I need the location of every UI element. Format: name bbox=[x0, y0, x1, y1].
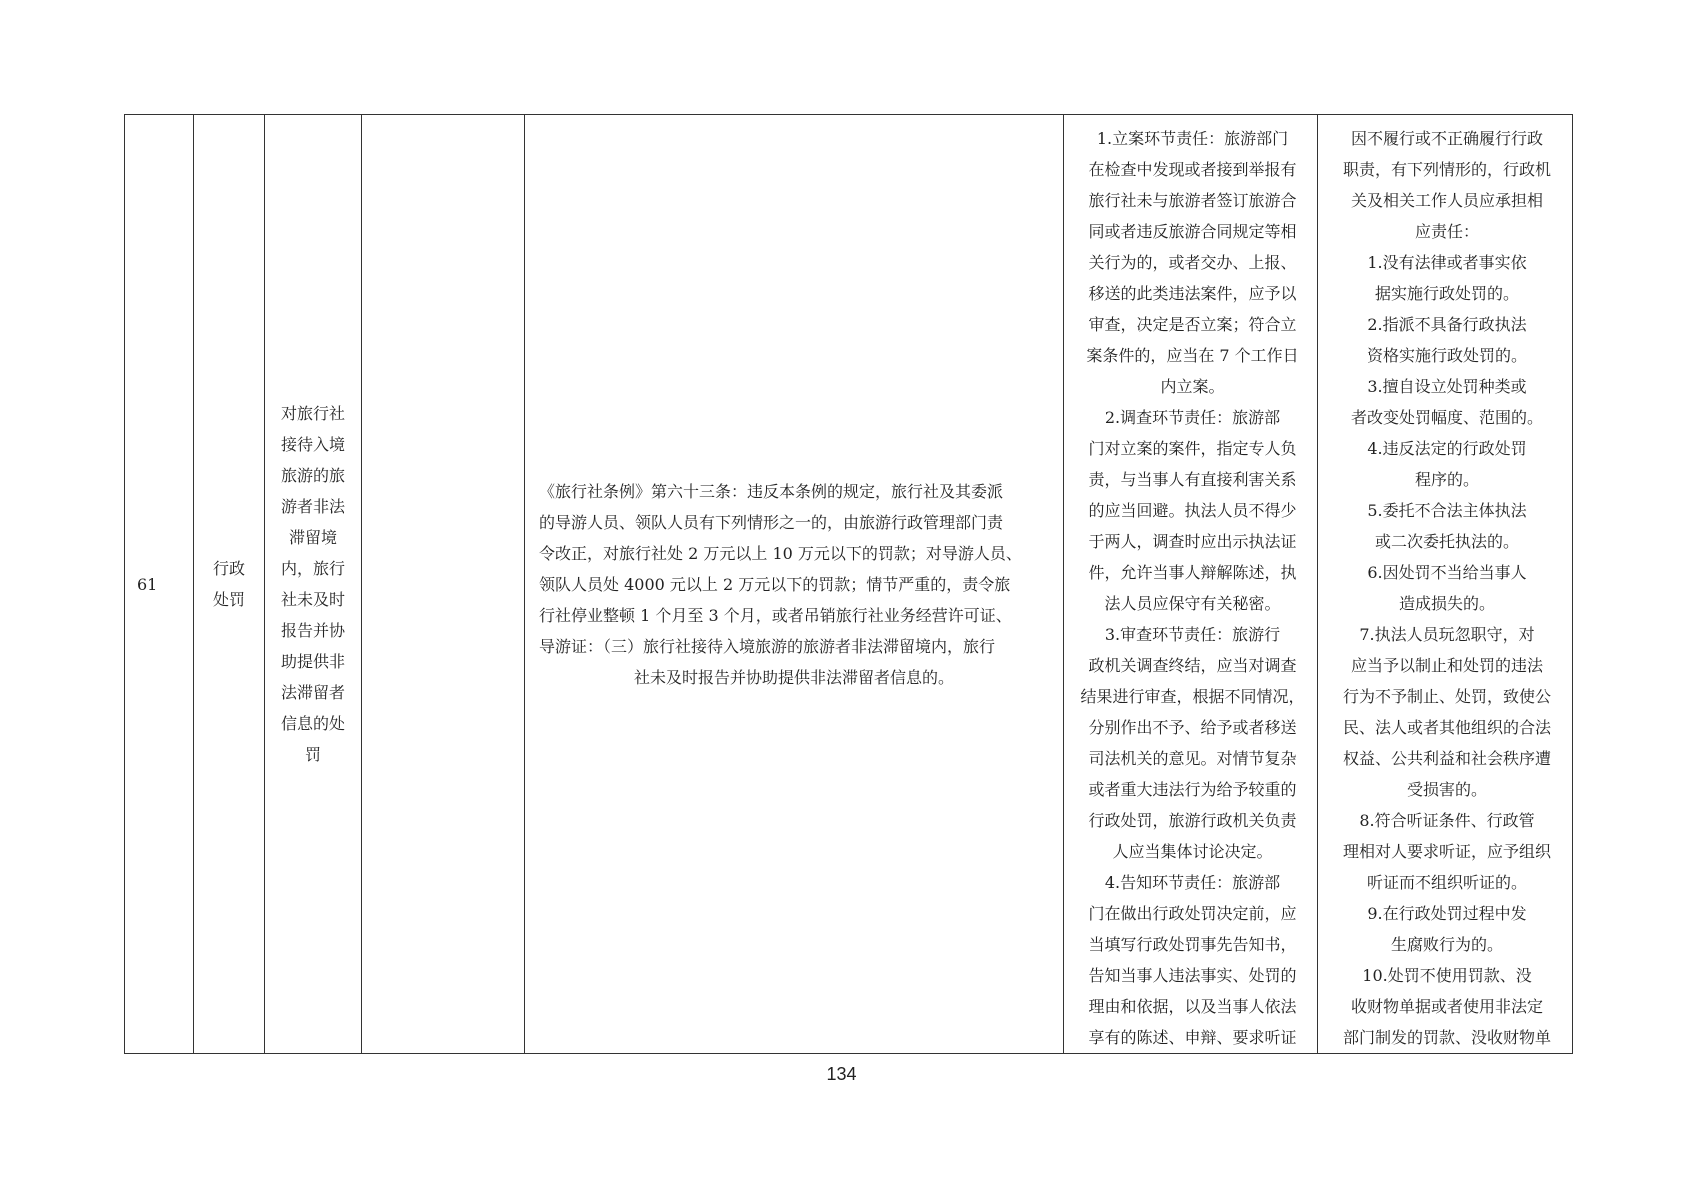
accountability-line: 理相对人要求听证，应予组织 bbox=[1342, 842, 1551, 861]
empty-cell bbox=[362, 115, 525, 1054]
page-number: 134 bbox=[826, 1064, 857, 1084]
duty-line: 法人员应保守有关秘密。 bbox=[1104, 594, 1281, 613]
item-name-line: 旅游的旅 bbox=[280, 466, 345, 485]
item-name-line: 报告并协 bbox=[280, 621, 345, 640]
item-name-line: 助提供非 bbox=[280, 652, 345, 671]
item-name-line: 滞留境 bbox=[288, 528, 337, 547]
duty-line: 在检查中发现或者接到举报有 bbox=[1088, 160, 1297, 179]
accountability-line: 应责任： bbox=[1414, 222, 1479, 241]
duty-line: 告知当事人违法事实、处罚的 bbox=[1088, 966, 1297, 985]
legal-basis-line: 令改正，对旅行社处 2 万元以上 10 万元以下的罚款；对导游人员、 bbox=[539, 543, 1022, 563]
duty-line: 行政处罚，旅游行政机关负责 bbox=[1088, 811, 1297, 830]
accountability-line: 6.因处罚不当给当事人 bbox=[1367, 563, 1527, 582]
duty-line: 4.告知环节责任：旅游部 bbox=[1104, 873, 1281, 892]
accountability-line: 受损害的。 bbox=[1406, 780, 1487, 799]
duty-line: 分别作出不予、给予或者移送 bbox=[1088, 718, 1297, 737]
legal-basis-line: 的导游人员、领队人员有下列情形之一的，由旅游行政管理部门责 bbox=[539, 512, 1004, 532]
duty-line: 审查，决定是否立案；符合立 bbox=[1088, 315, 1297, 334]
legal-basis-line: 领队人员处 4000 元以上 2 万元以下的罚款；情节严重的，责令旅 bbox=[539, 574, 1011, 594]
accountability-line: 民、法人或者其他组织的合法 bbox=[1342, 718, 1551, 737]
table-row bbox=[125, 115, 1573, 1054]
item-name-line: 信息的处 bbox=[280, 714, 345, 733]
legal-basis-line: 行社停业整顿 1 个月至 3 个月，或者吊销旅行社业务经营许可证、 bbox=[539, 605, 1012, 625]
accountability-line: 生腐败行为的。 bbox=[1390, 935, 1503, 954]
duty-line: 于两人，调查时应出示执法证 bbox=[1088, 532, 1297, 551]
accountability-line: 职责，有下列情形的，行政机 bbox=[1342, 160, 1551, 179]
legal-basis-line: 社未及时报告并协助提供非法滞留者信息的。 bbox=[633, 667, 954, 687]
duty-line: 结果进行审查，根据不同情况， bbox=[1080, 687, 1305, 706]
duty-line: 理由和依据，以及当事人依法 bbox=[1088, 997, 1297, 1016]
accountability-line: 5.委托不合法主体执法 bbox=[1367, 501, 1527, 520]
duty-line: 司法机关的意见。对情节复杂 bbox=[1088, 749, 1297, 768]
authority-table bbox=[124, 114, 1573, 1054]
accountability-line: 造成损失的。 bbox=[1398, 594, 1495, 613]
accountability-line: 部门制发的罚款、没收财物单 bbox=[1342, 1028, 1551, 1047]
accountability-line: 行为不予制止、处罚，致使公 bbox=[1342, 687, 1551, 706]
accountability-line: 10.处罚不使用罚款、没 bbox=[1362, 966, 1532, 985]
legal-basis-cell bbox=[525, 115, 1064, 1054]
legal-basis-line: 导游证：（三）旅行社接待入境旅游的旅游者非法滞留境内，旅行 bbox=[539, 636, 996, 656]
duty-line: 关行为的，或者交办、上报、 bbox=[1088, 253, 1297, 272]
duty-line: 享有的陈述、申辩、要求听证 bbox=[1088, 1028, 1297, 1047]
duty-line: 或者重大违法行为给予较重的 bbox=[1088, 780, 1297, 799]
duty-line: 人应当集体讨论决定。 bbox=[1112, 842, 1273, 861]
accountability-line: 权益、公共利益和社会秩序遭 bbox=[1342, 749, 1551, 768]
item-name-line: 罚 bbox=[304, 745, 321, 764]
penalty-type-line: 处罚 bbox=[212, 590, 245, 609]
duty-line: 案条件的，应当在 7 个工作日 bbox=[1086, 346, 1299, 365]
penalty-type-line: 行政 bbox=[212, 559, 245, 578]
row-number: 61 bbox=[137, 574, 158, 594]
accountability-line: 4.违反法定的行政处罚 bbox=[1367, 439, 1527, 458]
accountability-cell bbox=[1318, 115, 1573, 1054]
accountability-line: 或二次委托执法的。 bbox=[1374, 532, 1519, 551]
accountability-line: 8.符合听证条件、行政管 bbox=[1359, 811, 1535, 830]
legal-basis-line: 《旅行社条例》第六十三条：违反本条例的规定，旅行社及其委派 bbox=[539, 481, 1004, 501]
duty-line: 旅行社未与旅游者签订旅游合 bbox=[1088, 191, 1297, 210]
duty-line: 的应当回避。执法人员不得少 bbox=[1088, 501, 1297, 520]
accountability-line: 者改变处罚幅度、范围的。 bbox=[1350, 408, 1543, 427]
duty-line: 同或者违反旅游合同规定等相 bbox=[1088, 222, 1297, 241]
duty-line: 3.审查环节责任：旅游行 bbox=[1104, 625, 1281, 644]
item-name-line: 接待入境 bbox=[280, 435, 345, 454]
penalty-type-cell bbox=[194, 115, 265, 1054]
accountability-line: 1.没有法律或者事实依 bbox=[1367, 253, 1527, 272]
duty-line: 门对立案的案件，指定专人负 bbox=[1088, 439, 1297, 458]
duty-line: 内立案。 bbox=[1160, 377, 1225, 396]
duty-cell bbox=[1064, 115, 1318, 1054]
duty-line: 政机关调查终结，应当对调查 bbox=[1088, 656, 1297, 675]
accountability-line: 3.擅自设立处罚种类或 bbox=[1367, 377, 1527, 396]
item-name-line: 内，旅行 bbox=[280, 559, 345, 578]
accountability-line: 资格实施行政处罚的。 bbox=[1366, 346, 1527, 365]
duty-line: 件，允许当事人辩解陈述，执 bbox=[1088, 563, 1297, 582]
accountability-line: 关及相关工作人员应承担相 bbox=[1350, 191, 1543, 210]
duty-line: 移送的此类违法案件，应予以 bbox=[1088, 284, 1297, 303]
item-name-line: 法滞留者 bbox=[280, 683, 345, 702]
duty-line: 1.立案环节责任：旅游部门 bbox=[1096, 129, 1289, 148]
accountability-line: 听证而不组织听证的。 bbox=[1366, 873, 1527, 892]
accountability-line: 9.在行政处罚过程中发 bbox=[1367, 904, 1527, 923]
accountability-line: 因不履行或不正确履行行政 bbox=[1350, 129, 1543, 148]
item-name-line: 对旅行社 bbox=[280, 404, 345, 423]
item-name-line: 社未及时 bbox=[280, 590, 345, 609]
accountability-line: 应当予以制止和处罚的违法 bbox=[1350, 656, 1543, 675]
duty-line: 门在做出行政处罚决定前，应 bbox=[1088, 904, 1297, 923]
accountability-line: 据实施行政处罚的。 bbox=[1374, 284, 1519, 303]
accountability-line: 7.执法人员玩忽职守，对 bbox=[1359, 625, 1535, 644]
item-name-line: 游者非法 bbox=[280, 497, 345, 516]
row-number-cell bbox=[125, 115, 194, 1054]
accountability-line: 收财物单据或者使用非法定 bbox=[1350, 997, 1543, 1016]
item-name-cell bbox=[265, 115, 362, 1054]
duty-line: 当填写行政处罚事先告知书， bbox=[1088, 935, 1297, 954]
accountability-line: 2.指派不具备行政执法 bbox=[1367, 315, 1527, 334]
duty-line: 2.调查环节责任：旅游部 bbox=[1104, 408, 1281, 427]
duty-line: 责，与当事人有直接利害关系 bbox=[1088, 470, 1297, 489]
accountability-line: 程序的。 bbox=[1414, 470, 1479, 489]
